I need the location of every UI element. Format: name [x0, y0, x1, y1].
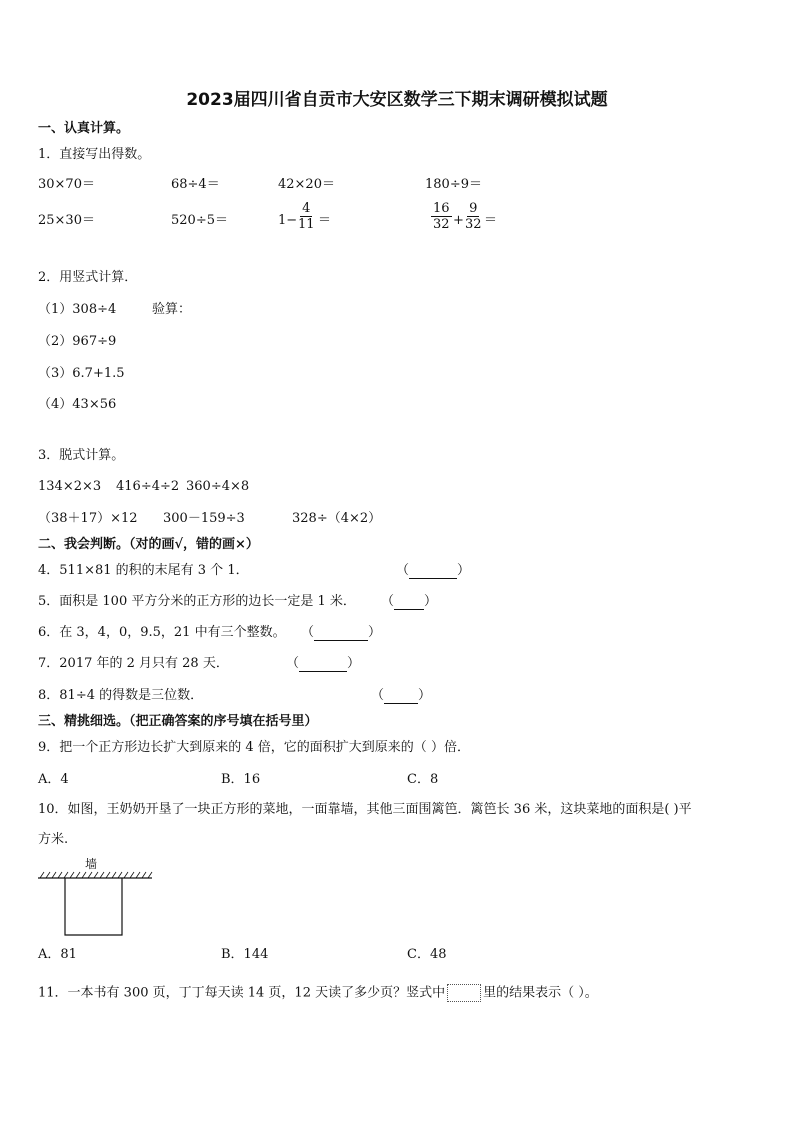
fraction-numerator: 4 — [302, 201, 311, 216]
q3-item-5: 300－159÷3 — [163, 511, 245, 526]
q10-option-c[interactable]: C．48 — [407, 947, 447, 962]
fraction-expr1-equals: ＝ — [318, 213, 332, 228]
q1-item-4: 180÷9＝ — [425, 177, 482, 192]
q1-item-5: 25×30＝ — [38, 213, 95, 228]
fraction-denominator: 11 — [298, 217, 315, 232]
q1-item-2: 68÷4＝ — [171, 177, 220, 192]
fraction-4-11 — [296, 201, 317, 232]
fraction-expr2-plus: + — [453, 213, 464, 228]
fraction-numerator: 9 — [469, 201, 478, 216]
q10-option-b[interactable]: B．144 — [221, 947, 269, 962]
q11-stem-before: 11．一本书有 300 页，丁丁每天读 14 页，12 天读了多少页？竖式中 — [38, 985, 446, 1001]
q1-item-3: 42×20＝ — [278, 177, 335, 192]
section2-heading: 二、我会判断。（对的画√，错的画×） — [38, 537, 259, 552]
q9-option-a[interactable]: A．4 — [38, 772, 69, 787]
q2-item-4: （4）43×56 — [38, 397, 117, 412]
q10-stem-line1: 10．如图，王奶奶开垦了一块正方形的菜地，一面靠墙，其他三面围篱笆．篱笆长 36 米，这块菜地的面积是( )平 — [38, 802, 692, 817]
answer-blank-5[interactable]: （ ） — [381, 594, 438, 609]
dotted-answer-box — [447, 984, 481, 1002]
fraction-expr2-equals: ＝ — [484, 213, 498, 228]
q3-item-3: 360÷4×8 — [186, 479, 250, 494]
judge-item-4: 4．511×81 的积的末尾有 3 个 1． — [38, 563, 249, 578]
q9-stem: 9．把一个正方形边长扩大到原来的 4 倍，它的面积扩大到原来的（ ）倍． — [38, 740, 470, 755]
q3-item-4: （38＋17）×12 — [38, 511, 138, 526]
q10-option-a[interactable]: A．81 — [38, 947, 77, 962]
q2-label: 2．用竖式计算． — [38, 270, 138, 285]
q9-option-c[interactable]: C．8 — [407, 772, 439, 787]
section1-heading: 一、认真计算。 — [38, 121, 130, 136]
judge-item-6: 6．在 3，4，0，9.5，21 中有三个整数。 — [38, 625, 286, 640]
fraction-numerator: 16 — [433, 201, 450, 216]
q2-item-1: （1）308÷4 — [38, 302, 117, 317]
fraction-denominator: 32 — [433, 217, 450, 232]
garden-figure — [38, 857, 154, 939]
judge-item-5: 5．面积是 100 平方分米的正方形的边长一定是 1 米． — [38, 594, 356, 609]
q9-option-b[interactable]: B．16 — [221, 772, 261, 787]
q1-label: 1．直接写出得数。 — [38, 147, 151, 162]
page-title: 2023届四川省自贡市大安区数学三下期末调研模拟试题 — [186, 90, 608, 110]
q1-item-6: 520÷5＝ — [171, 213, 228, 228]
garden-diagram — [38, 857, 154, 939]
fraction-denominator: 32 — [465, 217, 482, 232]
q11-stem-after: 里的结果表示（ ）。 — [483, 985, 598, 1001]
section3-heading: 三、精挑细选。（把正确答案的序号填在括号里） — [38, 714, 318, 729]
q11-stem — [38, 984, 598, 1002]
answer-blank-6[interactable]: （ ） — [301, 625, 382, 640]
q2-item-2: （2）967÷9 — [38, 334, 117, 349]
answer-blank-4[interactable]: （ ） — [396, 563, 471, 578]
fraction-9-32 — [463, 201, 484, 232]
answer-blank-7[interactable]: （ ） — [286, 656, 361, 671]
q3-item-6: 328÷（4×2） — [292, 511, 382, 526]
q10-stem-line2: 方米. — [38, 832, 69, 847]
fraction-expr1-lead: 1− — [278, 213, 298, 228]
q3-item-2: 416÷4÷2 — [116, 479, 180, 494]
q3-label: 3．脱式计算。 — [38, 448, 125, 463]
q3-item-1: 134×2×3 — [38, 479, 102, 494]
q2-item-3: （3）6.7+1.5 — [38, 366, 125, 381]
q1-item-1: 30×70＝ — [38, 177, 95, 192]
answer-blank-8[interactable]: （ ） — [371, 688, 432, 703]
q2-check-label: 验算： — [152, 302, 192, 317]
fraction-16-32 — [431, 201, 452, 232]
judge-item-7: 7．2017 年的 2 月只有 28 天． — [38, 656, 229, 671]
wall-label: 墙 — [85, 857, 98, 871]
judge-item-8: 8．81÷4 的得数是三位数． — [38, 688, 204, 703]
